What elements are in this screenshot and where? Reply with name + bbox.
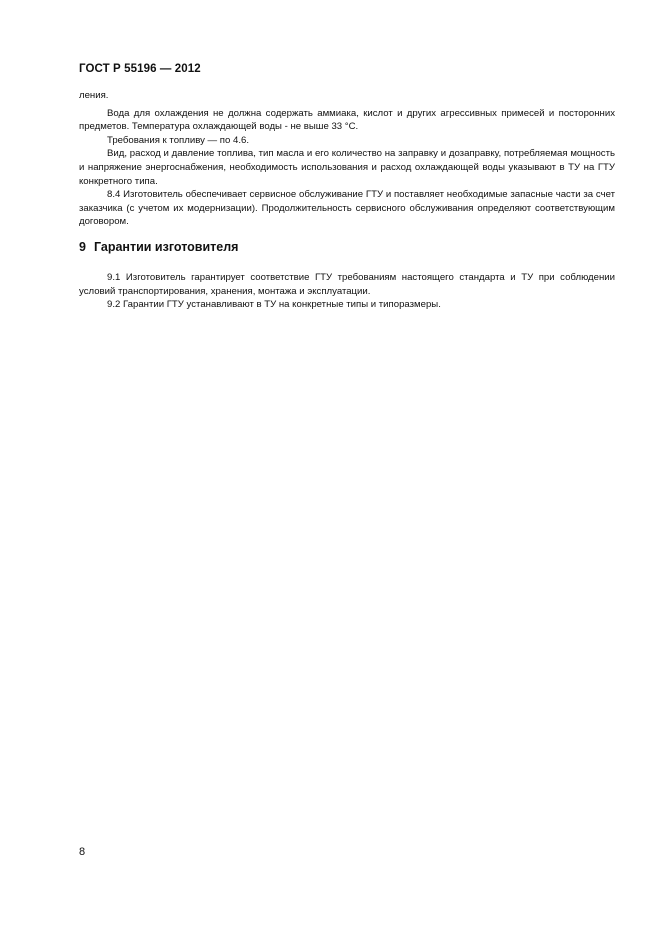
section-number: 9 <box>79 240 86 254</box>
section-8-continuation <box>79 89 615 229</box>
paragraph-9-2: 9.2 Гарантии ГТУ устанавливают в ТУ на конкретные типы и типоразмеры. <box>107 299 441 311</box>
paragraph-fuel-requirements: Требования к топливу — по 4.6. <box>107 134 249 146</box>
paragraph-9-1: 9.1 Изготовитель гарантирует соответствие ГТУ требованиям настоящего стандарта и ТУ при соблюдении условий транспортирования, хранения, монтажа и эксплуатации. <box>79 272 615 297</box>
section-9-heading <box>79 240 238 254</box>
section-9-body <box>79 271 615 312</box>
document-header: ГОСТ Р 55196 — 2012 <box>79 63 201 75</box>
paragraph-8-4: 8.4 Изготовитель обеспечивает сервисное обслуживание ГТУ и поставляет необходимые запасные части за счет заказчика (с учетом их модернизации). Продолжительность сервисного обслуживания определяют соответствующим договором. <box>79 189 615 228</box>
section-title-text: Гарантии изготовителя <box>93 240 239 254</box>
paragraph-fuel-details: Вид, расход и давление топлива, тип масла и его количество на заправку и дозаправку, потребляемая мощность и напряжение энергоснабжения, необходимость использования и расход охлаждающей воды указывают в ТУ на ГТУ конкретного типа. <box>79 148 615 187</box>
paragraph-fragment: ления. <box>79 90 109 101</box>
page-number: 8 <box>79 846 86 858</box>
paragraph-cooling-water: Вода для охлаждения не должна содержать аммиака, кислот и других агрессивных примесей и посторонних предметов. Температура охлаждающей воды - не выше 33 °С. <box>79 107 615 133</box>
